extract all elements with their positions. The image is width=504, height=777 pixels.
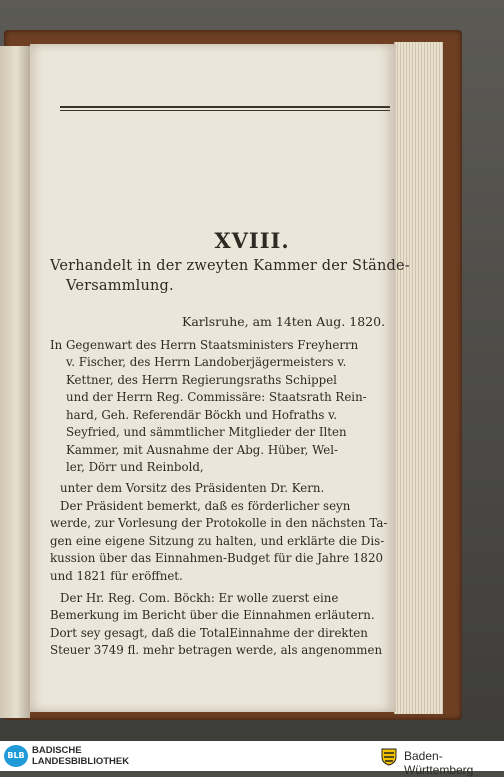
body-line: hard, Geh. Referendär Böckh und Hofraths v. bbox=[66, 408, 338, 422]
body-line: kussion über das Einnahmen-Budget für die Jahre 1820 bbox=[50, 551, 383, 565]
state-name[interactable]: Baden-Württemberg bbox=[404, 749, 474, 777]
footer-bar bbox=[0, 741, 504, 777]
page-block-edges bbox=[394, 42, 443, 714]
library-name-line-1: BADISCHE bbox=[32, 745, 82, 756]
body-line: v. Fischer, des Herrn Landoberjägermeisters v. bbox=[66, 355, 347, 369]
body-line: Kettner, des Herrn Regierungsraths Schippel bbox=[66, 373, 337, 387]
body-line: unter dem Vorsitz des Präsidenten Dr. Kern. bbox=[60, 481, 325, 495]
blb-logo[interactable]: BLB bbox=[4, 745, 28, 767]
library-name[interactable] bbox=[32, 745, 129, 767]
body-line: Dort sey gesagt, daß die TotalEinnahme der direkten bbox=[50, 626, 368, 640]
body-line: Der Präsident bemerkt, daß es förderlicher seyn bbox=[60, 499, 351, 513]
chapter-number: XVIII. bbox=[214, 228, 290, 253]
date-line: Karlsruhe, am 14ten Aug. 1820. bbox=[182, 314, 386, 329]
body-line: und 1821 für eröffnet. bbox=[50, 569, 183, 583]
left-page-edge bbox=[0, 46, 30, 718]
body-line: Kammer, mit Ausnahme der Abg. Hüber, Wel- bbox=[66, 443, 339, 457]
body-line: und der Herrn Reg. Commissäre: Staatsrath Rein- bbox=[66, 390, 367, 404]
chapter-title-line: Versammlung. bbox=[66, 278, 174, 294]
body-line: Der Hr. Reg. Com. Böckh: Er wolle zuerst eine bbox=[60, 591, 339, 605]
header-rule-thin bbox=[60, 110, 390, 111]
body-line: ler, Dörr und Reinbold, bbox=[66, 460, 204, 474]
library-name-line-2: LANDESBIBLIOTHEK bbox=[32, 756, 130, 767]
body-line: werde, zur Vorlesung der Protokolle in den nächsten Ta- bbox=[50, 516, 388, 530]
body-line: Bemerkung im Bericht über die Einnahmen erläutern. bbox=[50, 608, 375, 622]
body-line: gen eine eigene Sitzung zu halten, und erklärte die Dis- bbox=[50, 534, 385, 548]
body-line: In Gegenwart des Herrn Staatsministers Freyherrn bbox=[50, 338, 359, 352]
coat-of-arms-icon bbox=[378, 745, 400, 767]
chapter-title-line: Verhandelt in der zweyten Kammer der Stände- bbox=[50, 258, 410, 274]
body-line: Seyfried, und sämmtlicher Mitglieder der Ilten bbox=[66, 425, 347, 439]
header-rule bbox=[60, 106, 390, 108]
body-line: Steuer 3749 fl. mehr betragen werde, als angenommen bbox=[50, 643, 383, 657]
